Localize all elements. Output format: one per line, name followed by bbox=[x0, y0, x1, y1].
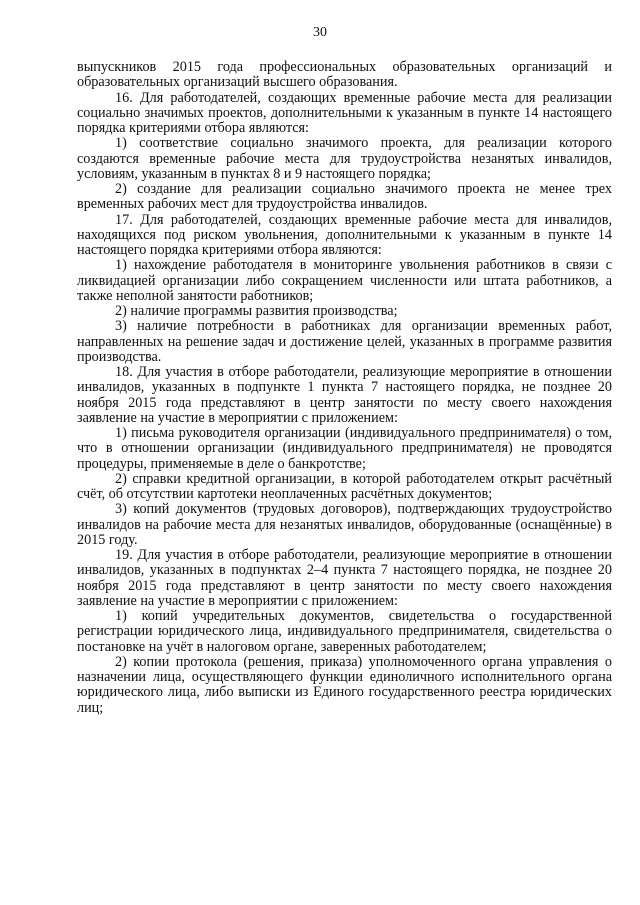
paragraph: выпускников 2015 года профессиональных образовательных организаций и образовательных организаций высшего образования. bbox=[77, 59, 612, 91]
paragraph: 16. Для работодателей, создающих временные рабочие места для реализации социально значимых проектов, дополнительными к указанным в пункте 14 настоящего порядка критериями отбора являются: bbox=[77, 89, 612, 136]
paragraph: 1) письма руководителя организации (индивидуального предпринимателя) о том, что в отношении организации (индивидуального предпринимателя) не проводятся процедуры, применяемые в деле о банкротстве; bbox=[77, 425, 612, 472]
page-number: 30 bbox=[313, 25, 327, 40]
paragraph: 3) копий документов (трудовых договоров), подтверждающих трудоустройство инвалидов на рабочие места для незанятых инвалидов, оборудованные (оснащённые) в 2015 году. bbox=[77, 501, 612, 548]
paragraph: 19. Для участия в отборе работодатели, реализующие мероприятие в отношении инвалидов, указанных в подпунктах 2–4 пункта 7 настоящего порядка, не позднее 20 ноября 2015 года представляют в центр занятости по месту своего нахождения заявление на участие в мероприятии с приложением: bbox=[77, 547, 612, 609]
paragraph: 1) соответствие социально значимого проекта, для реализации которого создаются временные рабочие места для трудоустройства незанятых инвалидов, условиям, указанным в пунктах 8 и 9 настоящего порядка; bbox=[77, 135, 612, 182]
paragraph: 2) копии протокола (решения, приказа) уполномоченного органа управления о назначении лица, осуществляющего функции единоличного исполнительного органа юридического лица, либо выписки из Единого государственного реестра юридических лиц; bbox=[77, 653, 612, 716]
paragraph: 2) наличие программы развития производства; bbox=[115, 303, 398, 319]
paragraph: 1) копий учредительных документов, свидетельства о государственной регистрации юридического лица, индивидуального предпринимателя, свидетельства о постановке на учёт в налоговом органе, заверенных работодателем; bbox=[77, 608, 612, 655]
document-body bbox=[77, 60, 612, 716]
paragraph: 3) наличие потребности в работниках для организации временных работ, направленных на решение задач и достижение целей, указанных в программе развития производства. bbox=[77, 318, 612, 365]
paragraph: 2) справки кредитной организации, в которой работодателем открыт расчётный счёт, об отсутствии картотеки неоплаченных расчётных документов; bbox=[77, 470, 612, 502]
paragraph: 17. Для работодателей, создающих временные рабочие места для инвалидов, находящихся под риском увольнения, дополнительными к указанным в пункте 14 настоящего порядка критериями отбора являются: bbox=[77, 211, 612, 258]
paragraph: 18. Для участия в отборе работодатели, реализующие мероприятие в отношении инвалидов, указанных в подпункте 1 пункта 7 настоящего порядка, не позднее 20 ноября 2015 года представляют в центр занятости по месту своего нахождения заявление на участие в мероприятии с приложением: bbox=[77, 364, 612, 426]
paragraph: 2) создание для реализации социально значимого проекта не менее трех временных рабочих мест для трудоустройства инвалидов. bbox=[77, 181, 612, 213]
paragraph: 1) нахождение работодателя в мониторинге увольнения работников в связи с ликвидацией организации либо сокращением численности или штата работников, а также неполной занятости работников; bbox=[77, 257, 612, 304]
